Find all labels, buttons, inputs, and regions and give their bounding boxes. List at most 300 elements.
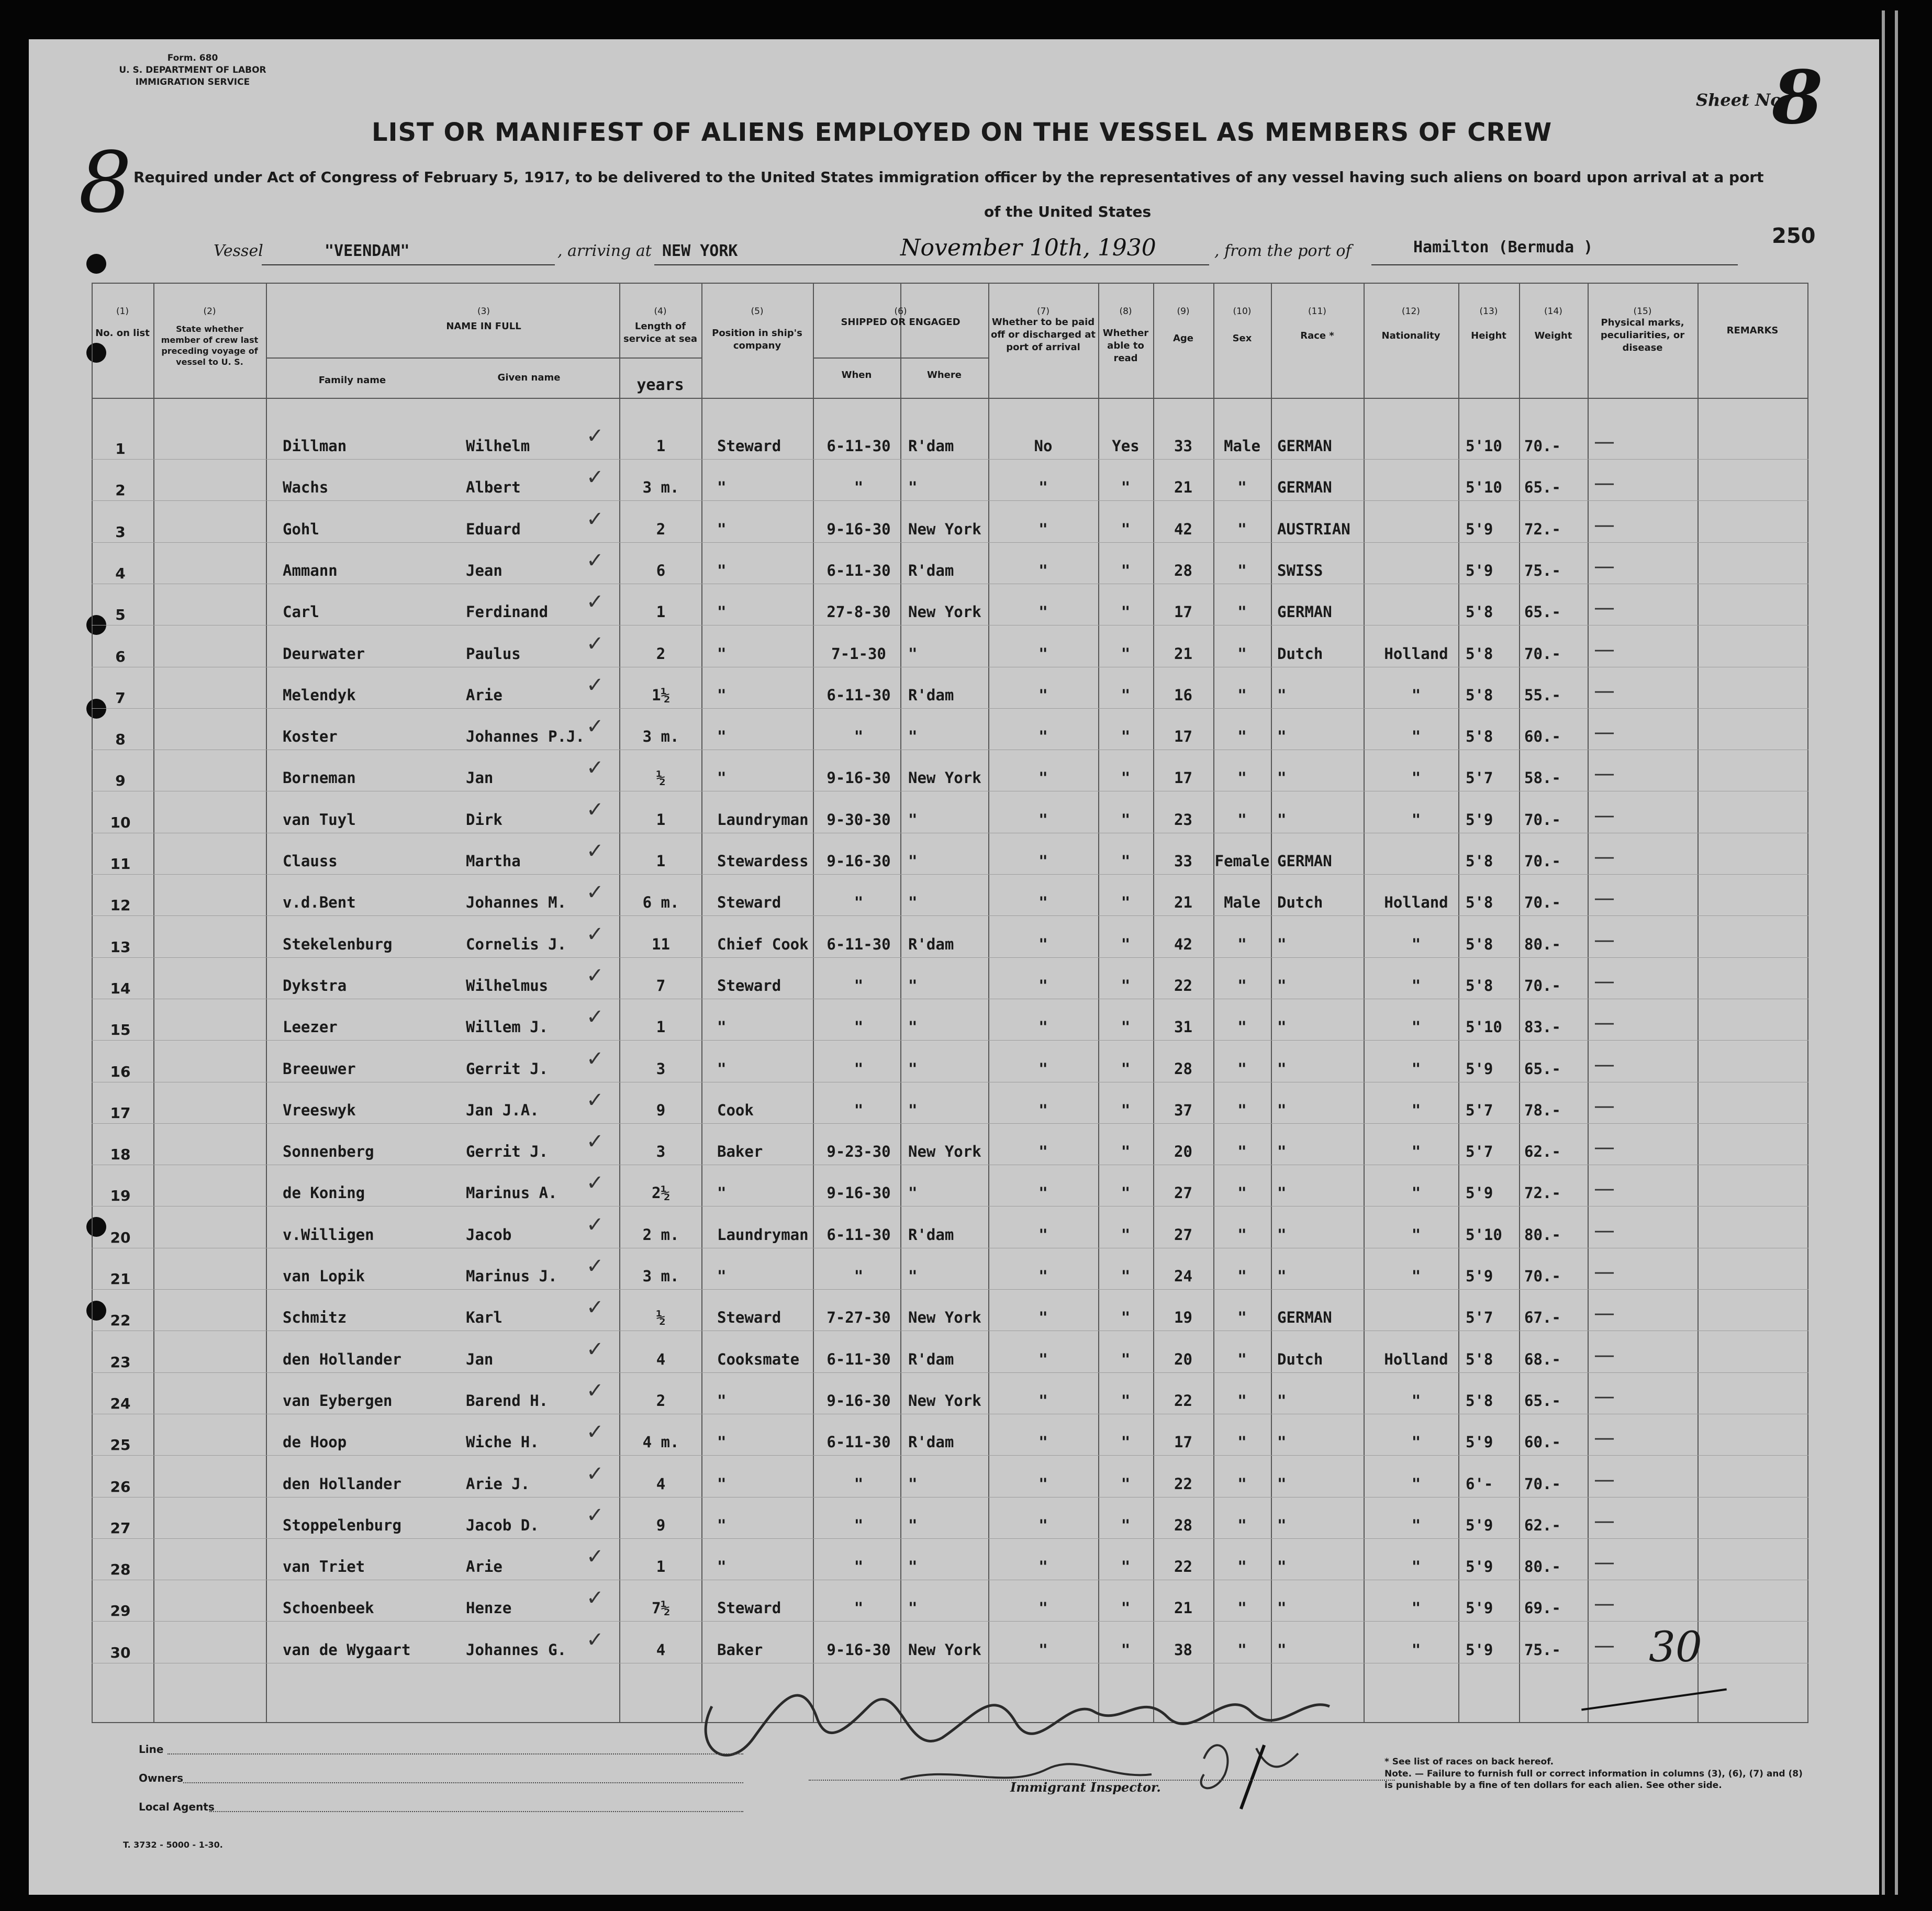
cell-paid: "	[1038, 1350, 1048, 1368]
cell-age: 42	[1174, 935, 1192, 953]
cell-given: Johannes G.	[466, 1641, 567, 1659]
check-mark-icon: ✓	[586, 1462, 604, 1486]
cell-height: 5'8	[1466, 645, 1493, 663]
col-number: (3)	[477, 306, 490, 317]
arriving-port: NEW YORK	[662, 242, 738, 260]
dash-mark-icon: —	[1594, 1053, 1615, 1077]
cell-family: Schmitz	[283, 1309, 347, 1326]
handwritten-mark: 8	[79, 133, 132, 231]
col-header-family: Family name	[318, 375, 386, 386]
name-subrule	[266, 357, 701, 359]
cell-length: 1	[656, 811, 666, 829]
cell-position: Cook	[717, 1101, 754, 1119]
row-number: 4	[115, 565, 126, 582]
sheet-edge	[1882, 10, 1885, 1895]
check-mark-icon: ✓	[586, 632, 604, 656]
row-number: 15	[110, 1021, 131, 1038]
cell-when: 6-11-30	[827, 1226, 891, 1244]
row-rule	[92, 915, 1808, 916]
cell-read: "	[1121, 1516, 1131, 1534]
sheet-label: Sheet No.	[1696, 90, 1788, 110]
cell-length: 4	[656, 1475, 666, 1493]
check-mark-icon: ✓	[586, 1130, 604, 1154]
cell-given: Jacob	[466, 1226, 512, 1244]
row-rule	[92, 874, 1808, 875]
col-header-shipped: SHIPPED OR ENGAGED	[841, 317, 961, 328]
cell-length: 3 m.	[642, 1267, 679, 1285]
cell-sex: "	[1237, 1558, 1247, 1575]
cell-family: Leezer	[283, 1018, 338, 1036]
cell-race: "	[1277, 1392, 1287, 1410]
cell-when: "	[854, 1101, 864, 1119]
cell-age: 17	[1174, 1433, 1192, 1451]
punch-hole	[86, 343, 106, 363]
cell-age: 37	[1174, 1101, 1192, 1119]
cell-when: 6-11-30	[827, 437, 891, 455]
col-header-weight: Weight	[1534, 330, 1572, 341]
row-rule	[92, 1455, 1808, 1456]
cell-nationality: "	[1411, 1101, 1421, 1119]
cell-height: 5'8	[1466, 1392, 1493, 1410]
cell-length: 6 m.	[642, 893, 679, 911]
cell-sex: "	[1237, 686, 1247, 704]
dash-mark-icon: —	[1594, 1468, 1615, 1492]
row-number: 5	[115, 606, 126, 623]
cell-race: GERMAN	[1277, 478, 1332, 496]
col-rule	[813, 283, 814, 1722]
manifest-subtitle: Required under Act of Congress of February 5, 1917, to be delivered to the United States immigration officer by the representatives of any vessel having such aliens on board upon arrival at a port	[133, 169, 1764, 186]
cell-read: Yes	[1112, 437, 1140, 455]
cell-given: Karl	[466, 1309, 502, 1326]
col-number: (5)	[751, 306, 764, 317]
cell-paid: "	[1038, 1558, 1048, 1575]
row-number: 17	[110, 1104, 131, 1122]
cell-when: 9-16-30	[827, 852, 891, 870]
cell-sex: "	[1237, 935, 1247, 953]
row-number: 30	[110, 1644, 131, 1661]
punch-hole	[86, 254, 106, 274]
cell-age: 31	[1174, 1018, 1192, 1036]
cell-when: 9-16-30	[827, 769, 891, 787]
cell-height: 5'9	[1466, 1267, 1493, 1285]
row-number: 23	[110, 1354, 131, 1371]
row-rule	[92, 1040, 1808, 1041]
cell-when: 9-16-30	[827, 1641, 891, 1659]
check-mark-icon: ✓	[586, 424, 604, 448]
cell-weight: 65.-	[1524, 1060, 1561, 1078]
col-rule	[266, 283, 267, 1722]
cell-family: Stoppelenburg	[283, 1516, 401, 1534]
cell-given: Henze	[466, 1599, 512, 1617]
cell-race: "	[1277, 1226, 1287, 1244]
cell-when: 9-16-30	[827, 1184, 891, 1202]
cell-when: 6-11-30	[827, 1350, 891, 1368]
cell-given: Wilhelmus	[466, 977, 549, 994]
sheet-edge	[1895, 10, 1898, 1895]
cell-height: 5'8	[1466, 728, 1493, 745]
cell-race: GERMAN	[1277, 603, 1332, 621]
cell-when: 9-23-30	[827, 1143, 891, 1160]
cell-where: R'dam	[908, 437, 954, 455]
check-mark-icon: ✓	[586, 1586, 604, 1610]
col-rule	[1588, 283, 1589, 1722]
cell-age: 20	[1174, 1143, 1192, 1160]
col-header-length: Length of service at sea	[623, 321, 697, 344]
footer-owners-dots	[183, 1782, 743, 1783]
dash-mark-icon: —	[1594, 1550, 1615, 1574]
cell-family: Borneman	[283, 769, 356, 787]
cell-where: R'dam	[908, 1350, 954, 1368]
col-number: (11)	[1308, 306, 1326, 317]
cell-given: Ferdinand	[466, 603, 549, 621]
cell-nationality: "	[1411, 1226, 1421, 1244]
cell-family: Carl	[283, 603, 319, 621]
arriving-underline	[654, 264, 1209, 265]
dash-mark-icon: —	[1594, 513, 1615, 537]
cell-paid: "	[1038, 645, 1048, 663]
cell-height: 5'8	[1466, 852, 1493, 870]
cell-when: "	[854, 1018, 864, 1036]
cell-given: Eduard	[466, 520, 521, 538]
cell-height: 5'9	[1466, 1641, 1493, 1659]
cell-weight: 70.-	[1524, 1475, 1561, 1493]
col-number: (14)	[1544, 306, 1562, 317]
cell-nationality: "	[1411, 1433, 1421, 1451]
row-number: 21	[110, 1270, 131, 1288]
cell-family: Melendyk	[283, 686, 356, 704]
cell-given: Martha	[466, 852, 521, 870]
cell-sex: "	[1237, 1184, 1247, 1202]
cell-when: 7-1-30	[831, 645, 886, 663]
cell-position: "	[717, 603, 727, 621]
cell-weight: 65.-	[1524, 603, 1561, 621]
cell-when: 9-16-30	[827, 1392, 891, 1410]
cell-where: R'dam	[908, 562, 954, 579]
cell-height: 5'9	[1466, 562, 1493, 579]
cell-paid: "	[1038, 520, 1048, 538]
row-rule	[92, 459, 1808, 460]
cell-position: Laundryman	[717, 811, 809, 829]
cell-read: "	[1121, 1309, 1131, 1326]
row-number: 8	[115, 731, 126, 748]
cell-age: 28	[1174, 562, 1192, 579]
cell-sex: "	[1237, 1392, 1247, 1410]
cell-length: 1	[656, 603, 666, 621]
cell-position: "	[717, 686, 727, 704]
cell-paid: "	[1038, 1143, 1048, 1160]
dash-mark-icon: —	[1594, 928, 1615, 952]
check-mark-icon: ✓	[586, 714, 604, 739]
col-rule	[701, 283, 702, 1722]
cell-age: 22	[1174, 977, 1192, 994]
cell-weight: 68.-	[1524, 1350, 1561, 1368]
cell-age: 42	[1174, 520, 1192, 538]
cell-paid: "	[1038, 728, 1048, 745]
row-rule	[92, 1621, 1808, 1622]
col-header-physical: Physical marks, peculiarities, or disease	[1600, 317, 1685, 353]
cell-position: "	[717, 562, 727, 579]
cell-weight: 83.-	[1524, 1018, 1561, 1036]
cell-length: 4	[656, 1350, 666, 1368]
cell-height: 5'9	[1466, 1184, 1493, 1202]
row-rule	[92, 708, 1808, 709]
row-number: 28	[110, 1561, 131, 1578]
penalty-note: Note. — Failure to furnish full or correct information in columns (3), (6), (7) and (8) is punishable by a fine of ten dollars for each alien. See other side.	[1384, 1769, 1803, 1791]
table-top-rule	[92, 283, 1808, 284]
cell-given: Barend H.	[466, 1392, 549, 1410]
col-header-name: NAME IN FULL	[446, 321, 521, 332]
row-number: 3	[115, 523, 126, 541]
cell-weight: 65.-	[1524, 478, 1561, 496]
col-number: (10)	[1233, 306, 1252, 317]
cell-position: "	[717, 520, 727, 538]
cell-weight: 70.-	[1524, 893, 1561, 911]
cell-age: 27	[1174, 1226, 1192, 1244]
cell-weight: 70.-	[1524, 977, 1561, 994]
cell-height: 5'9	[1466, 811, 1493, 829]
check-mark-icon: ✓	[586, 549, 604, 573]
cell-family: den Hollander	[283, 1350, 401, 1368]
cell-when: "	[854, 893, 864, 911]
cell-position: Laundryman	[717, 1226, 809, 1244]
cell-height: 5'7	[1466, 1101, 1493, 1119]
cell-position: Steward	[717, 437, 781, 455]
vessel-name: "VEENDAM"	[325, 242, 410, 260]
cell-read: "	[1121, 1060, 1131, 1078]
cell-read: "	[1121, 977, 1131, 994]
cell-weight: 80.-	[1524, 1558, 1561, 1575]
header-bottom-rule	[92, 398, 1808, 399]
cell-race: "	[1277, 769, 1287, 787]
cell-family: Dykstra	[283, 977, 347, 994]
row-number: 25	[110, 1436, 131, 1454]
cell-where: "	[908, 1516, 918, 1534]
footer-line-dots	[167, 1753, 743, 1754]
row-number: 1	[115, 440, 126, 457]
cell-position: "	[717, 478, 727, 496]
cell-weight: 58.-	[1524, 769, 1561, 787]
cell-position: "	[717, 1475, 727, 1493]
row-number: 6	[115, 648, 126, 665]
cell-race: "	[1277, 811, 1287, 829]
cell-height: 5'8	[1466, 935, 1493, 953]
cell-read: "	[1121, 645, 1131, 663]
cell-sex: "	[1237, 1060, 1247, 1078]
cell-when: 6-11-30	[827, 935, 891, 953]
cell-where: "	[908, 1558, 918, 1575]
cell-height: 5'9	[1466, 1558, 1493, 1575]
col-header-remarks: REMARKS	[1726, 325, 1779, 336]
cell-paid: "	[1038, 1267, 1048, 1285]
cell-age: 23	[1174, 811, 1192, 829]
check-mark-icon: ✓	[586, 1379, 604, 1403]
dash-mark-icon: —	[1594, 1634, 1615, 1658]
cell-race: "	[1277, 1018, 1287, 1036]
cell-age: 20	[1174, 1350, 1192, 1368]
cell-length: 3 m.	[642, 478, 679, 496]
cell-length: 2	[656, 520, 666, 538]
cell-age: 17	[1174, 728, 1192, 745]
cell-position: "	[717, 645, 727, 663]
row-number: 7	[115, 689, 126, 707]
cell-race: "	[1277, 1516, 1287, 1534]
cell-when: 6-11-30	[827, 686, 891, 704]
cell-where: New York	[908, 769, 981, 787]
cell-length: 2 m.	[642, 1226, 679, 1244]
row-number: 19	[110, 1187, 131, 1204]
cell-race: GERMAN	[1277, 437, 1332, 455]
cell-age: 22	[1174, 1392, 1192, 1410]
cell-weight: 72.-	[1524, 520, 1561, 538]
cell-where: New York	[908, 1392, 981, 1410]
col-rule	[1364, 283, 1365, 1722]
col-number: (1)	[116, 306, 129, 317]
cell-where: R'dam	[908, 935, 954, 953]
check-mark-icon: ✓	[586, 880, 604, 904]
inspector-label: Immigrant Inspector.	[1010, 1780, 1161, 1795]
cell-weight: 80.-	[1524, 935, 1561, 953]
cell-given: Dirk	[466, 811, 502, 829]
cell-family: den Hollander	[283, 1475, 401, 1493]
cell-paid: "	[1038, 562, 1048, 579]
row-number: 2	[115, 482, 126, 499]
cell-when: 6-11-30	[827, 562, 891, 579]
cell-age: 21	[1174, 1599, 1192, 1617]
row-number: 29	[110, 1602, 131, 1619]
row-number: 27	[110, 1519, 131, 1537]
cell-read: "	[1121, 1226, 1131, 1244]
cell-race: "	[1277, 1433, 1287, 1451]
cell-nationality: "	[1411, 1516, 1421, 1534]
cell-nationality: "	[1411, 1641, 1421, 1659]
cell-nationality: "	[1411, 1599, 1421, 1617]
cell-position: "	[717, 728, 727, 745]
dash-mark-icon: —	[1594, 1509, 1615, 1533]
check-mark-icon: ✓	[586, 465, 604, 489]
cell-where: "	[908, 1184, 918, 1202]
cell-read: "	[1121, 769, 1131, 787]
footer-agents-dots	[209, 1811, 743, 1812]
col-number: (6)	[894, 306, 907, 317]
cell-age: 33	[1174, 852, 1192, 870]
cell-paid: "	[1038, 1060, 1048, 1078]
cell-read: "	[1121, 603, 1131, 621]
col-header-state: State whether member of crew last preceding voyage of vessel to U. S.	[161, 324, 259, 367]
vessel-underline	[262, 264, 555, 265]
cell-height: 5'9	[1466, 1516, 1493, 1534]
row-number: 10	[110, 814, 131, 831]
col-rule	[1271, 283, 1272, 1722]
cell-age: 24	[1174, 1267, 1192, 1285]
row-number: 22	[110, 1312, 131, 1329]
cell-race: "	[1277, 977, 1287, 994]
col-rule	[153, 283, 154, 1722]
col-number: (8)	[1119, 306, 1132, 317]
print-code: T. 3732 - 5000 - 1-30.	[123, 1840, 223, 1850]
cell-given: Jean	[466, 562, 502, 579]
dash-mark-icon: —	[1594, 1592, 1615, 1616]
cell-age: 17	[1174, 603, 1192, 621]
dash-mark-icon: —	[1594, 1301, 1615, 1325]
cell-nationality: "	[1411, 1392, 1421, 1410]
cell-race: "	[1277, 1641, 1287, 1659]
cell-given: Arie	[466, 1558, 502, 1575]
cell-race: GERMAN	[1277, 852, 1332, 870]
from-label: , from the port of	[1214, 242, 1352, 260]
col-rule	[619, 283, 620, 1722]
cell-length: 4	[656, 1641, 666, 1659]
check-mark-icon: ✓	[586, 507, 604, 531]
cell-when: 9-30-30	[827, 811, 891, 829]
dash-mark-icon: —	[1594, 845, 1615, 869]
col-rule	[1153, 283, 1154, 1722]
cell-where: New York	[908, 520, 981, 538]
cell-sex: "	[1237, 811, 1247, 829]
cell-age: 28	[1174, 1060, 1192, 1078]
check-mark-icon: ✓	[586, 590, 604, 614]
cell-family: Stekelenburg	[283, 935, 393, 953]
cell-family: Gohl	[283, 520, 319, 538]
row-number: 9	[115, 772, 126, 789]
cell-sex: "	[1237, 1350, 1247, 1368]
cell-position: Baker	[717, 1143, 763, 1160]
cell-given: Gerrit J.	[466, 1060, 549, 1078]
manifest-subtitle-2: of the United States	[984, 203, 1152, 220]
cell-when: 7-27-30	[827, 1309, 891, 1326]
cell-when: "	[854, 1558, 864, 1575]
cell-race: SWISS	[1277, 562, 1323, 579]
cell-when: "	[854, 1599, 864, 1617]
cell-nationality: Holland	[1384, 645, 1448, 663]
cell-weight: 60.-	[1524, 728, 1561, 745]
cell-weight: 69.-	[1524, 1599, 1561, 1617]
cell-where: "	[908, 728, 918, 745]
cell-family: van Triet	[283, 1558, 365, 1575]
cell-sex: Male	[1224, 437, 1260, 455]
cell-length: ½	[656, 769, 666, 787]
col-rule	[988, 283, 989, 1722]
cell-when: "	[854, 1060, 864, 1078]
col-rule	[900, 283, 901, 1722]
cell-read: "	[1121, 1018, 1131, 1036]
col-number: (13)	[1479, 306, 1498, 317]
cell-paid: "	[1038, 1101, 1048, 1119]
cell-height: 5'8	[1466, 603, 1493, 621]
check-mark-icon: ✓	[586, 922, 604, 946]
cell-where: R'dam	[908, 686, 954, 704]
cell-weight: 60.-	[1524, 1433, 1561, 1451]
check-mark-icon: ✓	[586, 1545, 604, 1569]
cell-height: 6'-	[1466, 1475, 1493, 1493]
cell-race: "	[1277, 728, 1287, 745]
row-number: 16	[110, 1063, 131, 1080]
cell-when: "	[854, 977, 864, 994]
cell-paid: "	[1038, 852, 1048, 870]
cell-length: 3 m.	[642, 728, 679, 745]
footer-line-label: Line	[139, 1743, 164, 1756]
cell-height: 5'7	[1466, 1143, 1493, 1160]
cell-where: "	[908, 1599, 918, 1617]
port-underline	[1371, 264, 1738, 265]
cell-height: 5'9	[1466, 1599, 1493, 1617]
check-mark-icon: ✓	[586, 964, 604, 988]
cell-given: Jan	[466, 769, 494, 787]
cell-race: "	[1277, 1143, 1287, 1160]
cell-where: New York	[908, 603, 981, 621]
cell-position: "	[717, 1392, 727, 1410]
cell-paid: "	[1038, 769, 1048, 787]
cell-paid: "	[1038, 1433, 1048, 1451]
